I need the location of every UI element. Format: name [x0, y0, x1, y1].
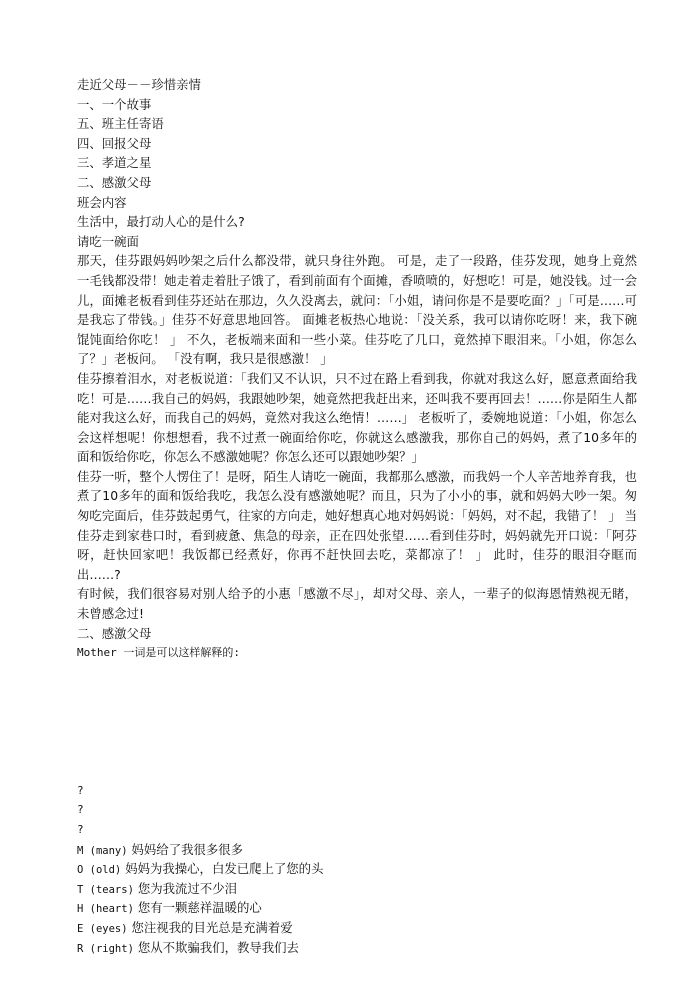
section-label: 班会内容 [77, 194, 127, 210]
mother-line [77, 918, 637, 938]
outline-item: 四、回报父母 [77, 135, 152, 151]
mother-line-letter: H (heart) [77, 903, 134, 916]
mother-intro: Mother 一词是可以这样解释的: [77, 646, 240, 660]
mother-line-letter: R (right) [77, 942, 134, 955]
mother-line-text: 妈妈给了我很多很多 [131, 841, 244, 857]
mother-line-text: 妈妈为我操心，白发已爬上了您的头 [125, 861, 324, 877]
section-heading: 二、感激父母 [77, 625, 152, 641]
mother-line [77, 898, 637, 918]
outline-item: 五、班主任寄语 [77, 116, 164, 132]
mother-line [77, 938, 637, 958]
mother-line-letter: O (old) [77, 864, 122, 877]
question-text: 生活中，最打动人心的是什么? [77, 214, 245, 230]
mother-line [77, 879, 637, 899]
question-mark: ? [77, 823, 84, 836]
question-mark: ? [77, 803, 84, 817]
blank-space [77, 663, 637, 781]
mother-line-text: 您从不欺骗我们，教导我们去 [137, 939, 299, 955]
story-paragraph: 有时候，我们很容易对别人给予的小惠「感激不尽」，却对父母、亲人，一辈子的似海恩情熟视无睹，未曾感念过! [77, 586, 637, 622]
question-mark: ? [77, 783, 84, 797]
document-title: 走近父母－－珍惜亲情 [77, 77, 201, 92]
story-paragraph: 那天，佳芬跟妈妈吵架之后什么都没带，就只身往外跑。 可是，走了一段路，佳芬发现，她身上竟然一毛钱都没带！她走着走着肚子饿了，看到前面有个面摊，香喷喷的，好想吃！可是，她没钱。过一会儿，面摊老板看到佳芬还站在那边，久久没离去，就问：「小姐，请问你是不是要吃面？」「可是……可是我忘了带钱。」佳芬不好意思地回答。 面摊老板热心地说：「没关系，我可以请你吃呀！来，我下碗馄饨面给你吃！ 」 不久，老板端来面和一些小菜。佳芬吃了几口，竟然掉下眼泪来。「小姐，你怎么了？」老板问。 「没有啊，我只是很感激！ 」 [77, 253, 637, 367]
mother-line-letter: M (many) [77, 844, 128, 857]
mother-line-letter: T (tears) [77, 883, 134, 896]
story-paragraph: 佳芬一听，整个人愣住了！是呀，陌生人请吃一碗面，我都那么感激，而我妈一个人辛苦地养育我，也煮了10多年的面和饭给我吃，我怎么没有感激她呢？而且，只为了小小的事，就和妈妈大吵一架。匆匆吃完面后，佳芬鼓起勇气，往家的方向走，她好想真心地对妈妈说：「妈妈，对不起，我错了！ 」 当佳芬走到家巷口时，看到疲惫、焦急的母亲，正在四处张望……看到佳芬时，妈妈就先开口说：「阿芬呀，赶快回家吧！我饭都已经煮好，你再不赶快回去吃，菜都凉了！ 」 此时，佳芬的眼泪夺眶而出……? [77, 468, 637, 582]
mother-line [77, 840, 637, 860]
mother-line-letter: E (eyes) [77, 922, 128, 935]
document-page [77, 75, 637, 957]
outline-item: 三、孝道之星 [77, 155, 152, 171]
story-paragraph: 佳芬擦着泪水，对老板说道：「我们又不认识，只不过在路上看到我，你就对我这么好，愿意煮面给我吃！可是……我自己的妈妈，我跟她吵架，她竟然把我赶出来，还叫我不要再回去！……你是陌生人都能对我这么好，而我自己的妈妈，竟然对我这么绝情！……」 老板听了，委婉地说道：「小姐，你怎么会这样想呢！你想想看，我不过煮一碗面给你吃，你就这么感激我，那你自己的妈妈，煮了10多年的面和饭给你吃，你怎么不感激她呢？你怎么还可以跟她吵架？」 [77, 370, 637, 465]
mother-line-text: 您为我流过不少泪 [137, 880, 237, 896]
outline-item: 二、感激父母 [77, 174, 152, 190]
mother-line-text: 您有一颗慈祥温暖的心 [137, 900, 262, 916]
story-title: 请吃一碗面 [77, 233, 139, 249]
outline-item: 一、一个故事 [77, 96, 152, 112]
mother-line [77, 859, 637, 879]
mother-line-text: 您注视我的目光总是充满着爱 [131, 919, 293, 935]
